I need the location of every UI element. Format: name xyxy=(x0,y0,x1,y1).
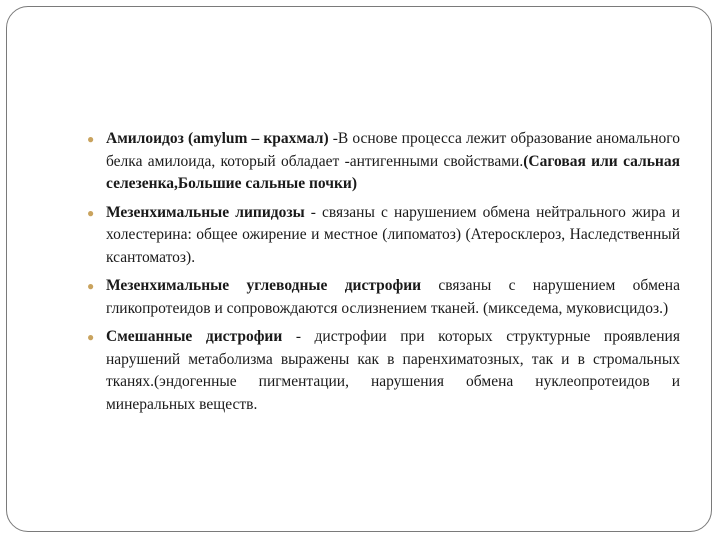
list-item xyxy=(87,202,680,270)
bullet-icon: ● xyxy=(87,132,95,146)
item-text: связаны с нарушением обмена гликопротеидов и сопровождаются ослизнением тканей. (микседема, муковисцидоз.) xyxy=(106,277,680,317)
bullet-list xyxy=(87,128,680,422)
bullet-icon: ● xyxy=(87,330,95,344)
bullet-icon: ● xyxy=(87,205,95,220)
list-item xyxy=(87,275,680,320)
item-term: Амилоидоз (amylum – крахмал) xyxy=(106,130,329,147)
item-text: - дистрофии при которых структурные проявления нарушений метаболизма выражены как в паренхиматозных, так и в стромальных тканях.(эндогенные пигментации, нарушения обмена нуклеопротеидов и минеральных веществ. xyxy=(106,328,680,413)
bullet-icon: ● xyxy=(87,279,95,293)
item-examples: (Саговая или сальная селезенка,Большие сальные почки) xyxy=(106,152,680,192)
list-item xyxy=(87,128,680,196)
item-text: - связаны с нарушением обмена нейтрального жира и холестерина: общее ожирение и местное (липоматоз) (Атеросклероз, Наследственный ксантоматоз). xyxy=(106,203,681,266)
item-term: Смешанные дистрофии xyxy=(106,328,283,345)
item-text: -В основе процесса лежит образование аномального белка амилоида, который обладает -антигенными свойствами. xyxy=(106,130,680,170)
item-term: Мезенхимальные липидозы xyxy=(106,203,305,221)
slide-frame xyxy=(6,6,712,532)
list-item xyxy=(87,326,680,416)
item-term: Мезенхимальные углеводные дистрофии xyxy=(106,277,422,294)
